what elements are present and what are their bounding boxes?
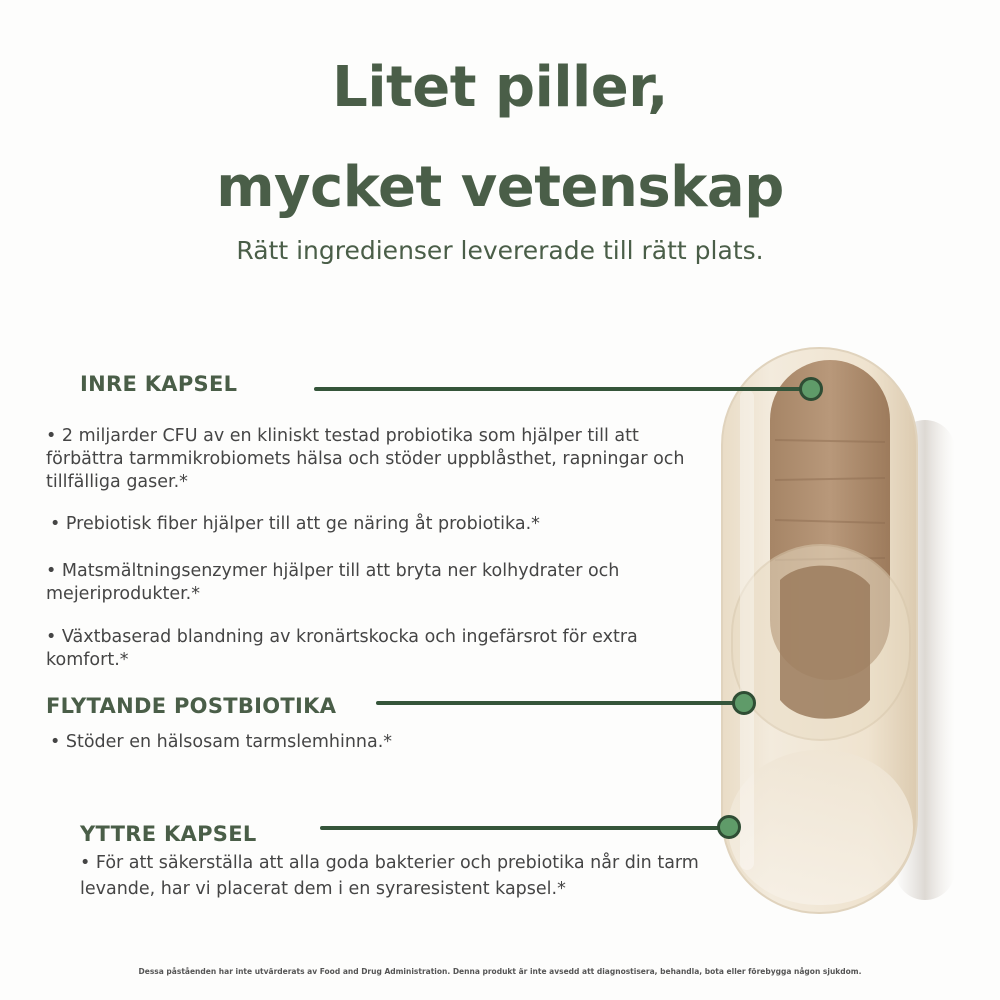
capsule-image [700,330,960,930]
inner-capsule-heading: INRE KAPSEL [80,372,238,396]
title-line-1: Litet piller, [332,55,668,120]
inner-capsule-bullet-2: • Prebiotisk fiber hjälper till att ge näring åt probiotika.* [50,514,540,534]
outer-capsule-heading: YTTRE KAPSEL [80,822,257,846]
outer-capsule-connector [320,826,720,830]
liquid-postbiotics-bullet: • Stöder en hälsosam tarmslemhinna.* [50,732,393,752]
title-line-2: mycket vetenskap [216,155,784,220]
inner-capsule-bullet-4: • Växtbaserad blandning av kronärtskocka och ingefärsrot för extra komfort.* [46,627,638,670]
inner-capsule-connector [314,387,810,391]
liquid-postbiotics-heading: FLYTANDE POSTBIOTIKA [46,694,337,718]
inner-capsule-marker [799,377,823,401]
subtitle: Rätt ingredienser levererade till rätt plats. [236,236,764,265]
liquid-postbiotics-marker [732,691,756,715]
liquid-postbiotics-connector [376,701,736,705]
outer-capsule-marker [717,815,741,839]
inner-capsule-bullet-3: • Matsmältningsenzymer hjälper till att bryta ner kolhydrater och mejeriprodukter.* [46,561,620,604]
outer-capsule-bullet: • För att säkerställa att alla goda bakterier och prebiotika når din tarm levande, har vi placerat dem i en syraresistent kapsel.* [80,853,699,899]
inner-capsule-bullet-1: • 2 miljarder CFU av en kliniskt testad probiotika som hjälper till att förbättra tarmmikrobiomets hälsa och stöder uppblåsthet, rapningar och tillfälliga gaser.* [46,426,685,492]
disclaimer: Dessa påståenden har inte utvärderats av Food and Drug Administration. Denna produkt är inte avsedd att diagnostisera, behandla, bota eller förebygga någon sjukdom. [138,967,862,976]
